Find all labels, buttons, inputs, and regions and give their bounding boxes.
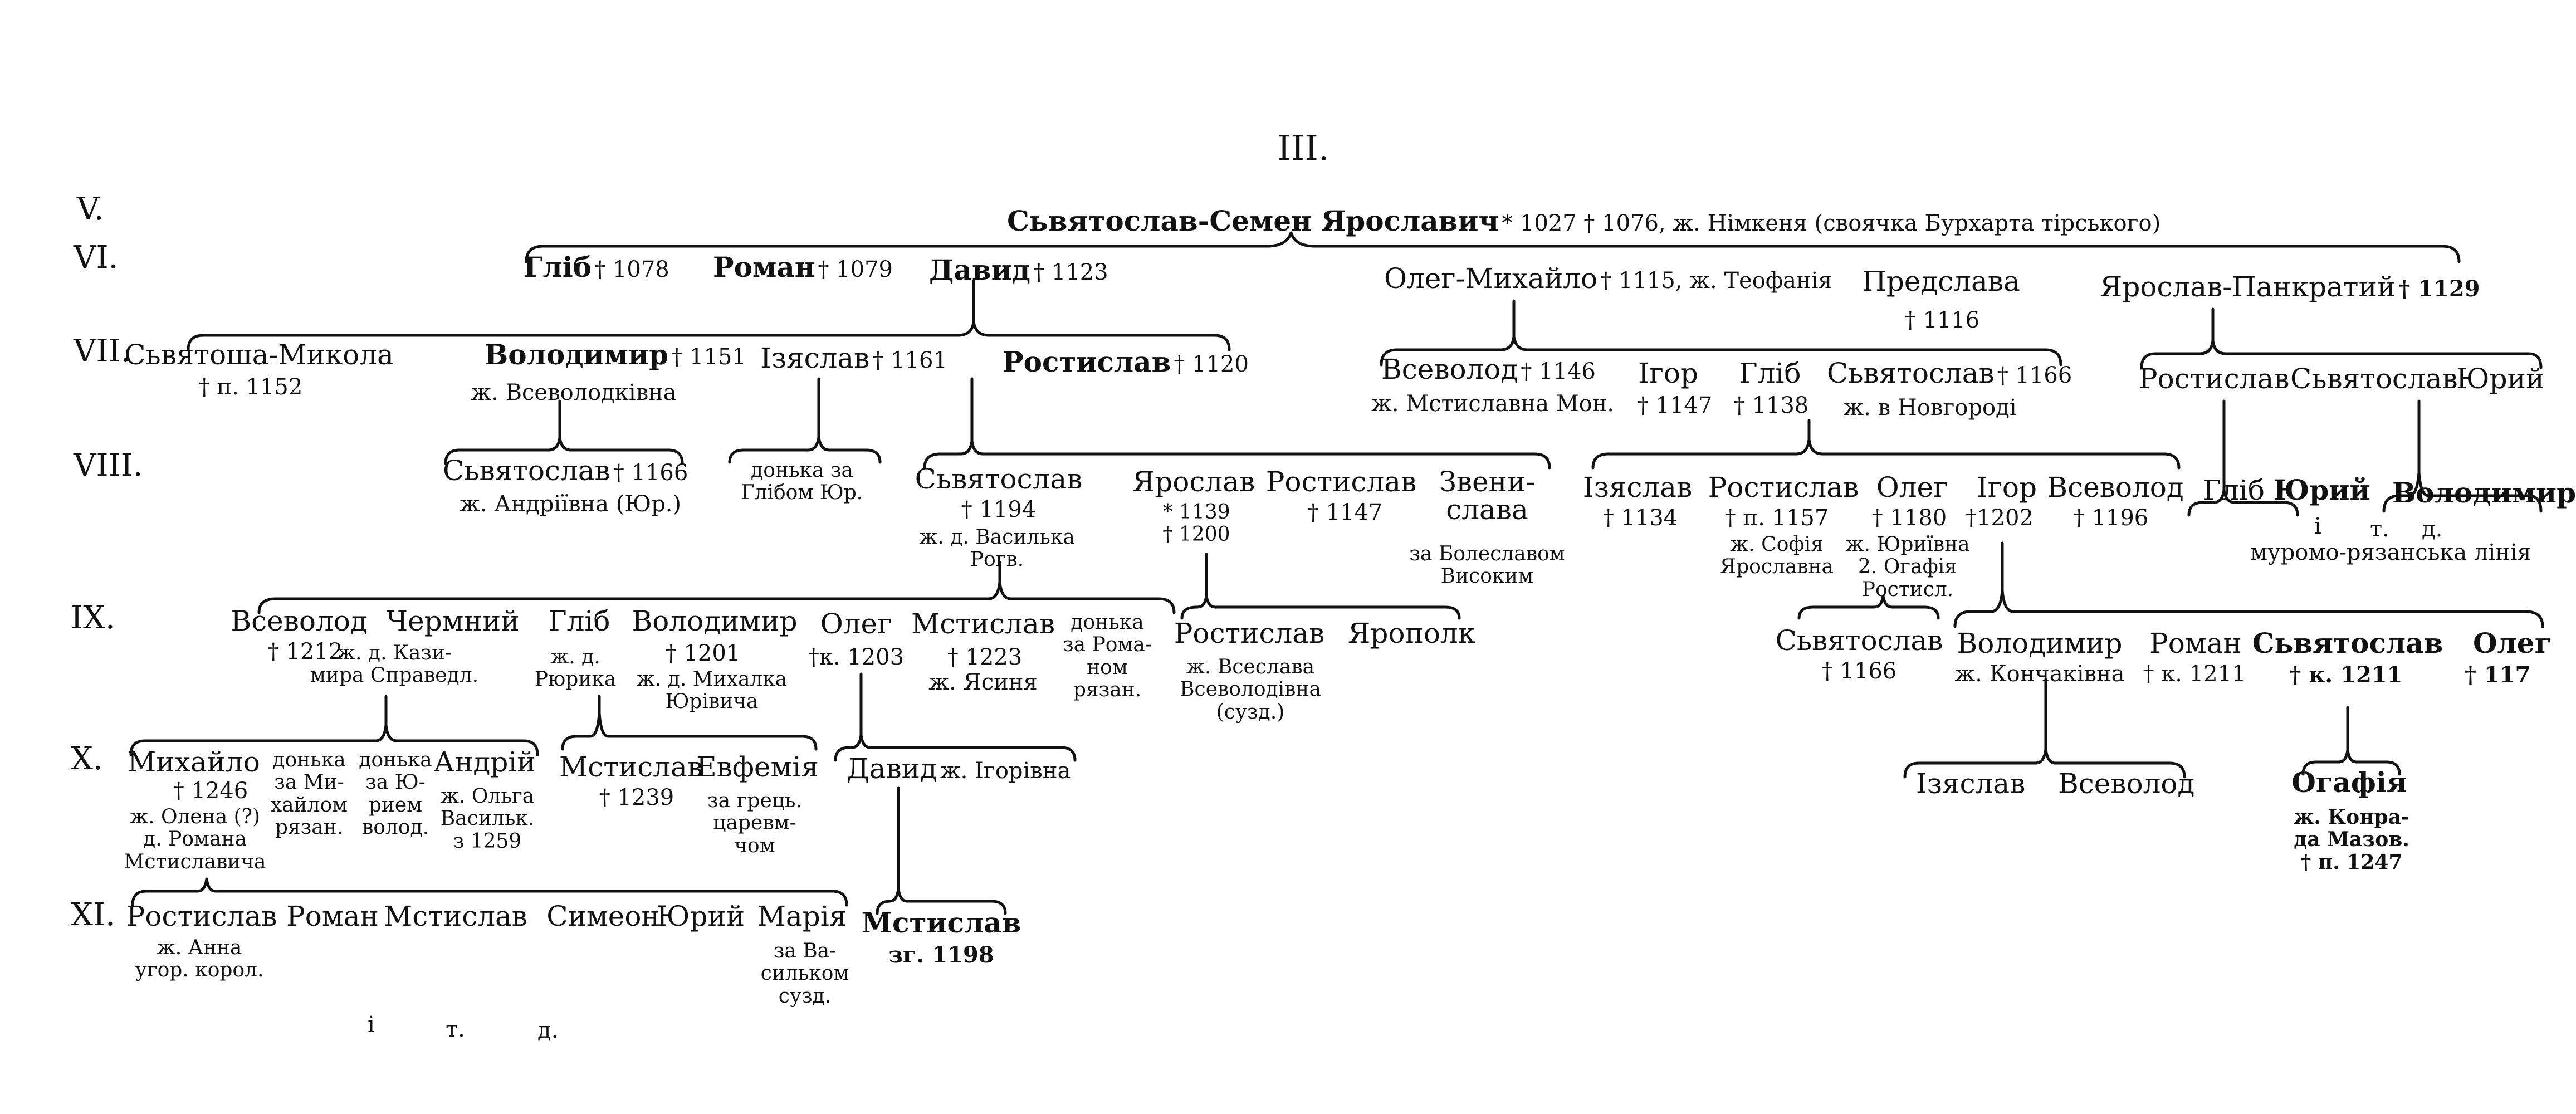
person-ohafia: Огафія (2291, 766, 2407, 799)
person-oleh-vi (1384, 262, 1832, 295)
person-root (1007, 204, 2161, 237)
note-line: рязан. (275, 815, 344, 839)
person-yurii-r: Юрий (2274, 473, 2370, 506)
person-svyatoslav-vii (1827, 359, 2072, 387)
note-line: за Болеславом (1409, 543, 1565, 565)
person-svyatoslav-note: ж. в Новгороді (1843, 395, 2017, 421)
person-mstyslav-ix-note: ж. Ясиня (928, 670, 1038, 695)
person-zvenyslava (1439, 468, 1535, 524)
person-maria: Марія (757, 900, 847, 932)
person-volodymyr-vii (485, 338, 746, 371)
etc-muromo-t: т. (2370, 516, 2389, 542)
person-svyatoslav-v (443, 457, 688, 485)
person-oleh-ix-dates: †к. 1203 (808, 644, 905, 670)
note-line: ж. Конра- (2294, 805, 2409, 829)
person-yaroslav-d-dates (1162, 501, 1230, 546)
note-line: да Мазов. (2294, 828, 2409, 852)
note-line: донька (1071, 611, 1144, 634)
note-line: ж. Юриївна (1845, 533, 1970, 556)
note-line: ж. д. Василька (919, 526, 1075, 549)
person-dates: * 1027 † 1076, ж. Німкеня (своячка Бурхарта тірського) (1502, 211, 2161, 236)
person-svyatoslav-o-dates: † 1166 (1821, 658, 1897, 684)
person-volodymyr-i: Володимир (1957, 627, 2123, 659)
person-iziaslav-v: Ізяслав (1582, 471, 1693, 504)
note-line: з 1259 (453, 829, 522, 853)
note-line: † п. 1247 (2300, 850, 2403, 874)
person-yevfemia: Евфемія (696, 751, 819, 783)
person-zvenyslava-note (1409, 543, 1565, 588)
note-line: ж. Анна (157, 936, 242, 959)
person-ihor-s: Ігор (1976, 471, 2037, 504)
person-davyd-vi (929, 253, 1108, 286)
person-yaroslav-vi (2100, 273, 2480, 301)
person-vsevolod-x: Всеволод (2058, 768, 2195, 800)
note-line: Рогв. (970, 548, 1024, 571)
person-mstyslav-d: Мстислав (861, 906, 1021, 939)
note-line: угор. корол. (135, 959, 264, 982)
generation-label-xi: XI. (71, 897, 115, 933)
person-oleh-s: Олег (1876, 471, 1948, 504)
note-line: ном (1087, 656, 1128, 679)
note-line: ж. Софія (1730, 533, 1824, 556)
person-volodymyr-ix: Володимир (632, 605, 798, 637)
note-line: ж. д. (550, 646, 600, 668)
person-name: Сьвятослав (1827, 357, 1995, 389)
person-yevfemia-note (707, 790, 802, 857)
person-oleh-s-note (1845, 534, 1969, 601)
person-svyatosha: Сьвятоша-Микола (124, 339, 394, 371)
note-line: Рюрика (534, 668, 617, 691)
person-predslava-dates: † 1116 (1904, 307, 1980, 333)
person-roman-i: Роман (2149, 627, 2242, 659)
person-roman-vi (713, 251, 893, 284)
brace-ihor-viii (1955, 590, 2543, 627)
note-line: рязан. (1073, 678, 1142, 701)
brace-yaroslav-viii (1182, 596, 1459, 618)
person-mstyslav-x: Мстислав (559, 751, 703, 783)
person-simeon: Симеон (546, 900, 660, 932)
note-line: Глібом Юр. (741, 481, 863, 505)
person-name: Гліб (524, 251, 592, 284)
note-line: рием (368, 793, 423, 817)
note-line: д. Романа (143, 828, 247, 851)
person-name: Володимир (485, 338, 669, 371)
person-volodymyr-s: Володимир (2392, 476, 2576, 509)
page-title: III. (1277, 128, 1329, 168)
note-line: мира Справедл. (310, 664, 479, 687)
person-donka-1 (271, 749, 348, 839)
person-cherm: Чермний (386, 605, 520, 637)
person-oleh-i: Олег (2473, 627, 2552, 659)
person-volodymyr-i-note: ж. Кончаківна (1954, 661, 2125, 687)
person-mykhailo-dates: † 1246 (173, 778, 248, 804)
person-rostyslav-v-dates: † п. 1157 (1724, 505, 1829, 531)
person-mstyslav-ix-dates: † 1223 (947, 644, 1023, 670)
person-dates: † 1166 (1997, 363, 2072, 388)
person-name: Сьвятослав (443, 455, 610, 487)
person-dates: † 1078 (594, 257, 669, 282)
person-mstyslav-x-dates: † 1239 (599, 785, 674, 810)
person-hlib-ix-note (535, 646, 617, 691)
person-yaropolk: Ярополк (1348, 617, 1475, 649)
note-line: Високим (1440, 565, 1534, 588)
person-rostyslav-d-dates: † 1147 (1307, 500, 1383, 525)
person-oleh-ix: Олег (820, 608, 892, 640)
person-maria-note (761, 940, 849, 1008)
person-dates: † 1146 (1521, 359, 1596, 384)
etc-xi-i: і (368, 1012, 375, 1038)
person-mstyslav-xi: Мстислав (384, 900, 527, 932)
person-vsevolod-s-dates: † 1196 (2073, 505, 2149, 531)
person-rostyslav-xi: Ростислав (126, 900, 277, 932)
generation-label-x: X. (71, 741, 103, 777)
line-label-muromo: муромо-рязанська лінія (2250, 540, 2531, 565)
note-line: за Ми- (274, 771, 344, 794)
person-cherm-note (310, 642, 478, 687)
person-svyatoslav-d: Сьвятослав (915, 463, 1083, 495)
person-vsevolod-s: Всеволод (2047, 471, 2184, 504)
person-name: Ярослав-Панкратий (2100, 271, 2396, 303)
person-vsevolod-vii (1381, 355, 1596, 383)
person-name: Давид (847, 753, 937, 785)
person-volodymyr-ix-dates: † 1201 (665, 641, 741, 666)
generation-label-v: V. (77, 191, 104, 227)
person-rostyslav-xi-note (135, 937, 264, 982)
person-yaroslav-d: Ярослав (1132, 466, 1255, 498)
note-line: донька за (751, 459, 853, 482)
person-donka-2 (359, 749, 432, 839)
person-svyatoslav-i: Сьвятослав (2252, 627, 2443, 659)
person-roman-i-dates: † к. 1211 (2143, 661, 2246, 687)
note-line: (сузд.) (1216, 700, 1285, 724)
person-dates: † 1123 (1033, 260, 1108, 285)
person-volodymyr-note: ж. Всеволодківна (471, 380, 677, 405)
person-hlib-vii: Гліб (1739, 357, 1801, 389)
person-rostyslav-yd-note (1180, 656, 1321, 724)
person-mykhailo: Михайло (128, 746, 260, 778)
person-name: Ізяслав (760, 342, 870, 374)
note-line: чом (734, 834, 775, 857)
person-rostyslav-vii (1003, 345, 1249, 378)
person-name: Сьвятослав-Семен Ярославич (1007, 204, 1499, 237)
person-dates: † 1120 (1174, 351, 1249, 377)
note-line: Васильк. (440, 807, 535, 830)
person-dates: † 1166 (613, 460, 688, 486)
person-name: Ростислав (1003, 345, 1171, 378)
note-line: донька (359, 749, 432, 771)
etc-muromo-i: і (2314, 514, 2321, 539)
person-name: Давид (929, 253, 1031, 286)
person-ohafia-note (2294, 806, 2409, 873)
person-ihor-note: † 1147 (1637, 393, 1713, 418)
person-vsevolod-ix-dates: † 1212 (267, 639, 343, 665)
person-svyatoslav-v-note: ж. Андріївна (Юр.) (460, 491, 682, 517)
person-mstyslav-ix: Мстислав (911, 608, 1055, 640)
person-name: Роман (713, 251, 815, 284)
person-ihor-s-dates: †1202 (1966, 505, 2034, 531)
note-line: Ростисл. (1861, 578, 1954, 601)
note-line: за Рома- (1062, 633, 1152, 657)
note-line: † 1200 (1162, 523, 1230, 546)
person-name: Олег-Михайло (1384, 262, 1598, 295)
generation-label-ix: IX. (71, 600, 115, 636)
person-mstyslav-d-note: зг. 1198 (888, 942, 994, 968)
note-line: ж. д. Кази- (336, 642, 452, 665)
person-roman-xi: Роман (286, 900, 379, 932)
person-donka-r (1063, 612, 1152, 701)
person-rostyslav-yd: Ростислав (1174, 617, 1325, 649)
note-line: сузд. (778, 984, 832, 1008)
person-rostyslav-d: Ростислав (1265, 466, 1417, 498)
person-oleh-s-dates: † 1180 (1871, 505, 1947, 531)
person-svyatoslav-d-note (919, 526, 1075, 571)
person-yurii-y: Юрий (2456, 363, 2545, 395)
note-line: сильком (760, 962, 849, 985)
note-line: * 1139 (1162, 501, 1230, 524)
person-vsevolod-note: ж. Мстиславна Мон. (1371, 391, 1615, 417)
note-line: донька (272, 749, 346, 771)
person-davyd-x (847, 755, 1071, 783)
note-line: ж. Олена (?) (130, 805, 260, 828)
person-name: Всеволод (1381, 353, 1518, 385)
note-line: ж. Ольга (440, 785, 535, 808)
person-hlib-vi (524, 251, 669, 284)
note-line: царевм- (713, 812, 796, 835)
person-dates: † 1129 (2398, 276, 2480, 302)
note-line: волод. (361, 815, 429, 839)
person-predslava: Предслава (1862, 265, 2020, 297)
person-iziaslav-vii (760, 344, 947, 372)
note-line: за Ва- (773, 940, 837, 962)
person-svyatoslav-d-dates: † 1194 (961, 497, 1037, 522)
generation-label-vi: VI. (74, 240, 119, 276)
brace-volodymyr-ix (563, 713, 816, 749)
person-dates: † 1115, ж. Теофанія (1600, 268, 1832, 294)
person-volodymyr-ix-note (637, 668, 788, 714)
note-line: ж. д. Михалка (636, 668, 788, 691)
person-iziaslav-v-dates: † 1134 (1602, 505, 1678, 531)
person-rostyslav-y: Ростислав (2139, 363, 2290, 395)
person-svyatoslav-o: Сьвятослав (1775, 624, 1943, 657)
note-line: Всеволодівна (1180, 678, 1321, 701)
person-donka-iz (741, 460, 863, 505)
person-iziaslav-x: Ізяслав (1916, 768, 2026, 800)
generation-label-viii: VIII. (74, 447, 143, 483)
note-line: хайлом (270, 793, 348, 817)
person-oleh-i-dates: † 117 (2465, 662, 2531, 688)
note-line: за грець. (707, 789, 802, 812)
person-andrii: Андрій (433, 746, 536, 778)
person-rostyslav-v: Ростислав (1708, 471, 1859, 504)
generation-label-vii: VII. (74, 333, 131, 369)
etc-muromo-d: д. (2422, 516, 2443, 542)
person-hlib-note: † 1138 (1733, 393, 1809, 418)
person-note: ж. Ігорівна (940, 758, 1071, 784)
note-line: за Ю- (365, 771, 426, 794)
person-ihor-vii: Ігор (1638, 357, 1699, 389)
person-vsevolod-ix: Всеволод (231, 605, 368, 637)
note-line: 2. Огафія (1858, 555, 1958, 579)
person-rostyslav-v-note (1720, 534, 1834, 579)
person-dates: † 1079 (818, 257, 893, 282)
note-line: Юрівича (665, 690, 759, 714)
person-svyatosha-note: † п. 1152 (198, 374, 303, 400)
name-line: Звени- (1439, 466, 1536, 498)
name-line: слава (1446, 494, 1528, 526)
note-line: Мстиславича (124, 850, 266, 873)
note-line: Ярославна (1719, 555, 1834, 579)
person-hlib-r: Гліб (2203, 474, 2265, 506)
person-svyatoslav-i-dates: † к. 1211 (2289, 662, 2403, 688)
person-svyatoslav-y: Сьвятослав (2290, 363, 2458, 395)
person-mykhailo-note (124, 806, 266, 873)
etc-xi-t: т. (446, 1017, 465, 1042)
person-dates: † 1161 (872, 348, 947, 373)
person-hlib-ix: Гліб (548, 605, 610, 637)
note-line: ж. Всеслава (1186, 656, 1315, 678)
person-yurii-xi: Юрий (656, 900, 745, 932)
brace-svyatoslav-vii (1593, 440, 2179, 468)
person-andrii-note (441, 785, 535, 853)
person-dates: † 1151 (671, 344, 746, 370)
etc-xi-d: д. (537, 1018, 559, 1043)
